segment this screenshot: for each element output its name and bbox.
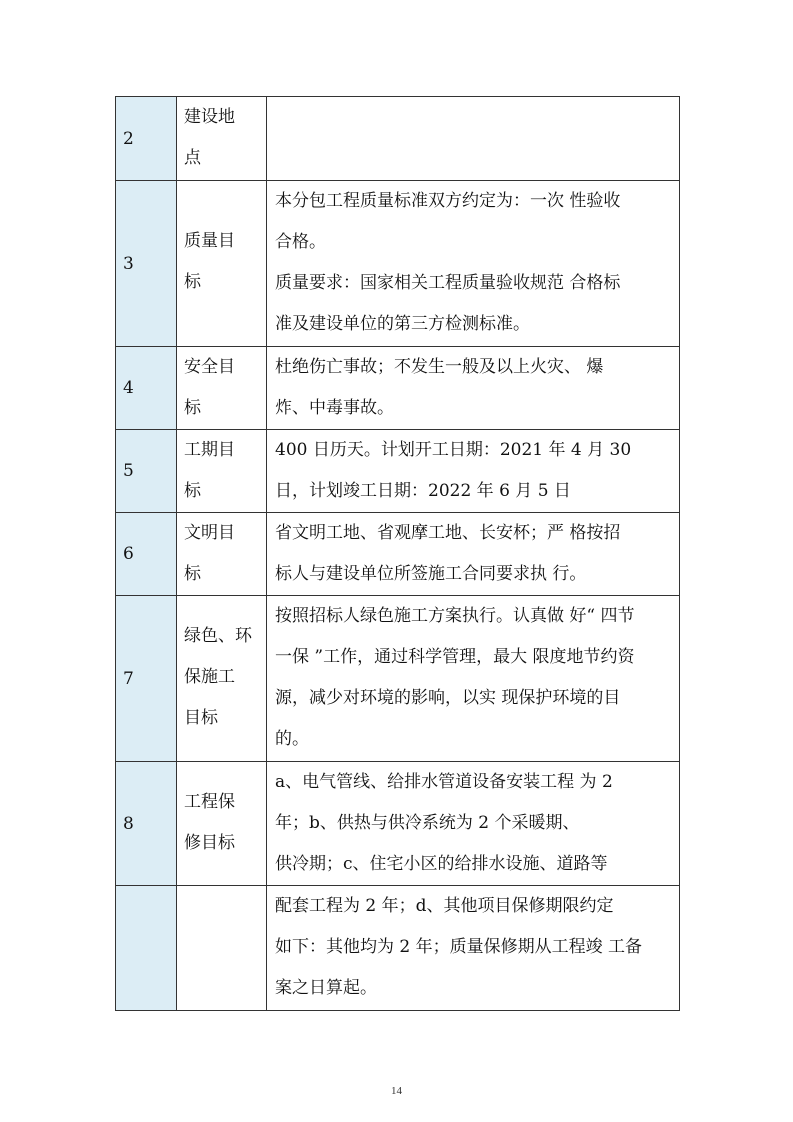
row-content: 杜绝伤亡事故；不发生一般及以上火灾、 爆 炸、中毒事故。	[275, 357, 604, 418]
table-row	[116, 886, 679, 1010]
row-item: 绿色、环 保施工 目标	[177, 596, 267, 761]
row-content	[267, 97, 679, 180]
table-row	[116, 430, 679, 513]
row-content: 配套工程为 2 年；d、其他项目保修期限约定 如下：其他均为 2 年；质量保修期从工程竣 工备 案之日算起。	[275, 896, 643, 998]
row-content: a、电气管线、给排水管道设备安装工程 为 2 年；b、供热与供冷系统为 2 个采暖期、 供冷期；c、住宅小区的给排水设施、道路等	[275, 772, 613, 874]
row-number: 6	[116, 513, 177, 595]
row-item: 质量目 标	[177, 181, 267, 346]
row-number: 4	[116, 347, 177, 429]
table-row	[116, 347, 679, 430]
row-number: 3	[116, 181, 177, 346]
row-content: 省文明工地、省观摩工地、长安杯；严 格按招 标人与建设单位所签施工合同要求执 行。	[275, 523, 621, 584]
row-content: 按照招标人绿色施工方案执行。认真做 好“ 四节 一保 ”工作，通过科学管理，最大 限度地节约资 源，减少对环境的影响，以实 现保护环境的目 的。	[275, 606, 635, 749]
row-number: 8	[116, 762, 177, 885]
page-number: 14	[391, 1085, 402, 1097]
row-item: 工期目 标	[177, 430, 267, 512]
table-row	[116, 181, 679, 347]
row-number: 7	[116, 596, 177, 761]
row-item: 建设地 点	[177, 97, 267, 180]
row-content: 400 日历天。计划开工日期：2021 年 4 月 30 日，计划竣工日期：2022 年 6 月 5 日	[275, 440, 632, 501]
row-item	[177, 886, 267, 1010]
table-row	[116, 762, 679, 886]
table-row	[116, 596, 679, 762]
row-item: 工程保 修目标	[177, 762, 267, 885]
row-number: 5	[116, 430, 177, 512]
row-item: 文明目 标	[177, 513, 267, 595]
row-number	[116, 886, 177, 1010]
goals-table	[115, 96, 680, 1011]
row-number: 2	[116, 97, 177, 180]
row-content: 本分包工程质量标准双方约定为：一次 性验收 合格。 质量要求：国家相关工程质量验收规范 合格标 准及建设单位的第三方检测标准。	[275, 191, 621, 334]
table-row	[116, 513, 679, 596]
row-item: 安全目 标	[177, 347, 267, 429]
table-row	[116, 97, 679, 181]
